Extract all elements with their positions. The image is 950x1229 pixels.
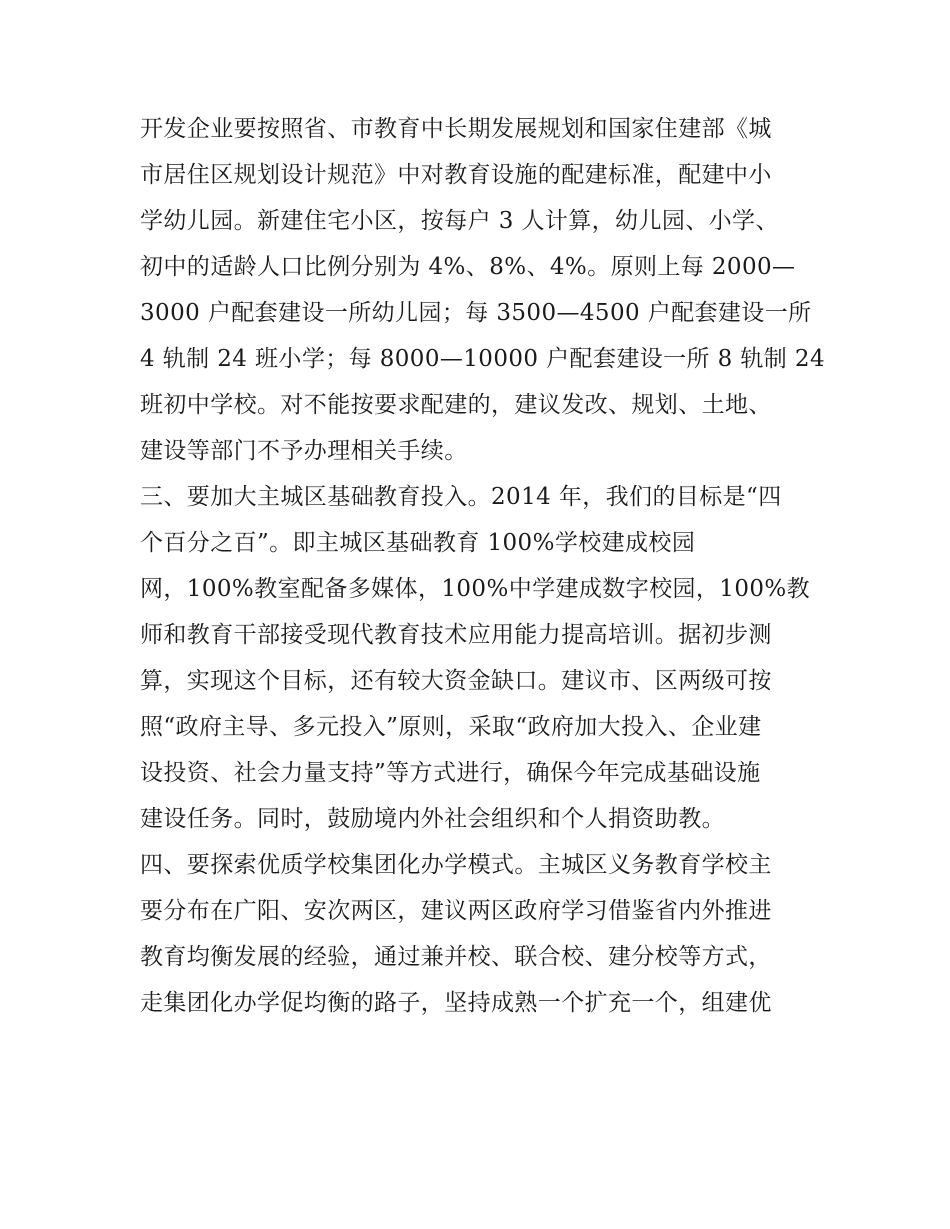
- text-line: 要分布在广阳、安次两区，建议两区政府学习借鉴省内外推进: [140, 898, 772, 924]
- text-line: 3000 户配套建设一所幼儿园；每 3500—4500 户配套建设一所: [140, 300, 812, 326]
- text-line: 三、要加大主城区基础教育投入。2014 年，我们的目标是“四: [140, 484, 782, 510]
- text-line: 师和教育干部接受现代教育技术应用能力提高培训。据初步测: [140, 622, 772, 648]
- text-line: 教育均衡发展的经验，通过兼并校、联合校、建分校等方式，: [140, 944, 772, 970]
- text-line: 走集团化办学促均衡的路子，坚持成熟一个扩充一个，组建优: [140, 990, 772, 1016]
- text-line: 算，实现这个目标，还有较大资金缺口。建议市、区两级可按: [140, 668, 772, 694]
- text-line: 个百分之百”。即主城区基础教育 100%学校建成校园: [140, 530, 696, 556]
- text-line: 照“政府主导、多元投入”原则，采取“政府加大投入、企业建: [140, 714, 762, 740]
- text-line: 初中的适龄人口比例分别为 4%、8%、4%。原则上每 2000—: [140, 254, 796, 280]
- text-line: 四、要探索优质学校集团化办学模式。主城区义务教育学校主: [140, 852, 772, 878]
- text-line: 建设任务。同时，鼓励境内外社会组织和个人捐资助教。: [140, 806, 725, 832]
- text-line: 建设等部门不予办理相关手续。: [140, 438, 468, 464]
- text-line: 4 轨制 24 班小学；每 8000—10000 户配套建设一所 8 轨制 24: [140, 346, 825, 372]
- text-line: 网，100%教室配备多媒体，100%中学建成数字校园，100%教: [140, 576, 811, 602]
- text-line: 设投资、社会力量支持”等方式进行，确保今年完成基础设施: [140, 760, 761, 786]
- text-line: 班初中学校。对不能按要求配建的，建议发改、规划、土地、: [140, 392, 772, 418]
- body-text: [140, 106, 840, 1026]
- text-line: 市居住区规划设计规范》中对教育设施的配建标准，配建中小: [140, 162, 772, 188]
- text-line: 学幼儿园。新建住宅小区，按每户 3 人计算，幼儿园、小学、: [140, 208, 779, 234]
- text-line: 开发企业要按照省、市教育中长期发展规划和国家住建部《城: [140, 116, 772, 142]
